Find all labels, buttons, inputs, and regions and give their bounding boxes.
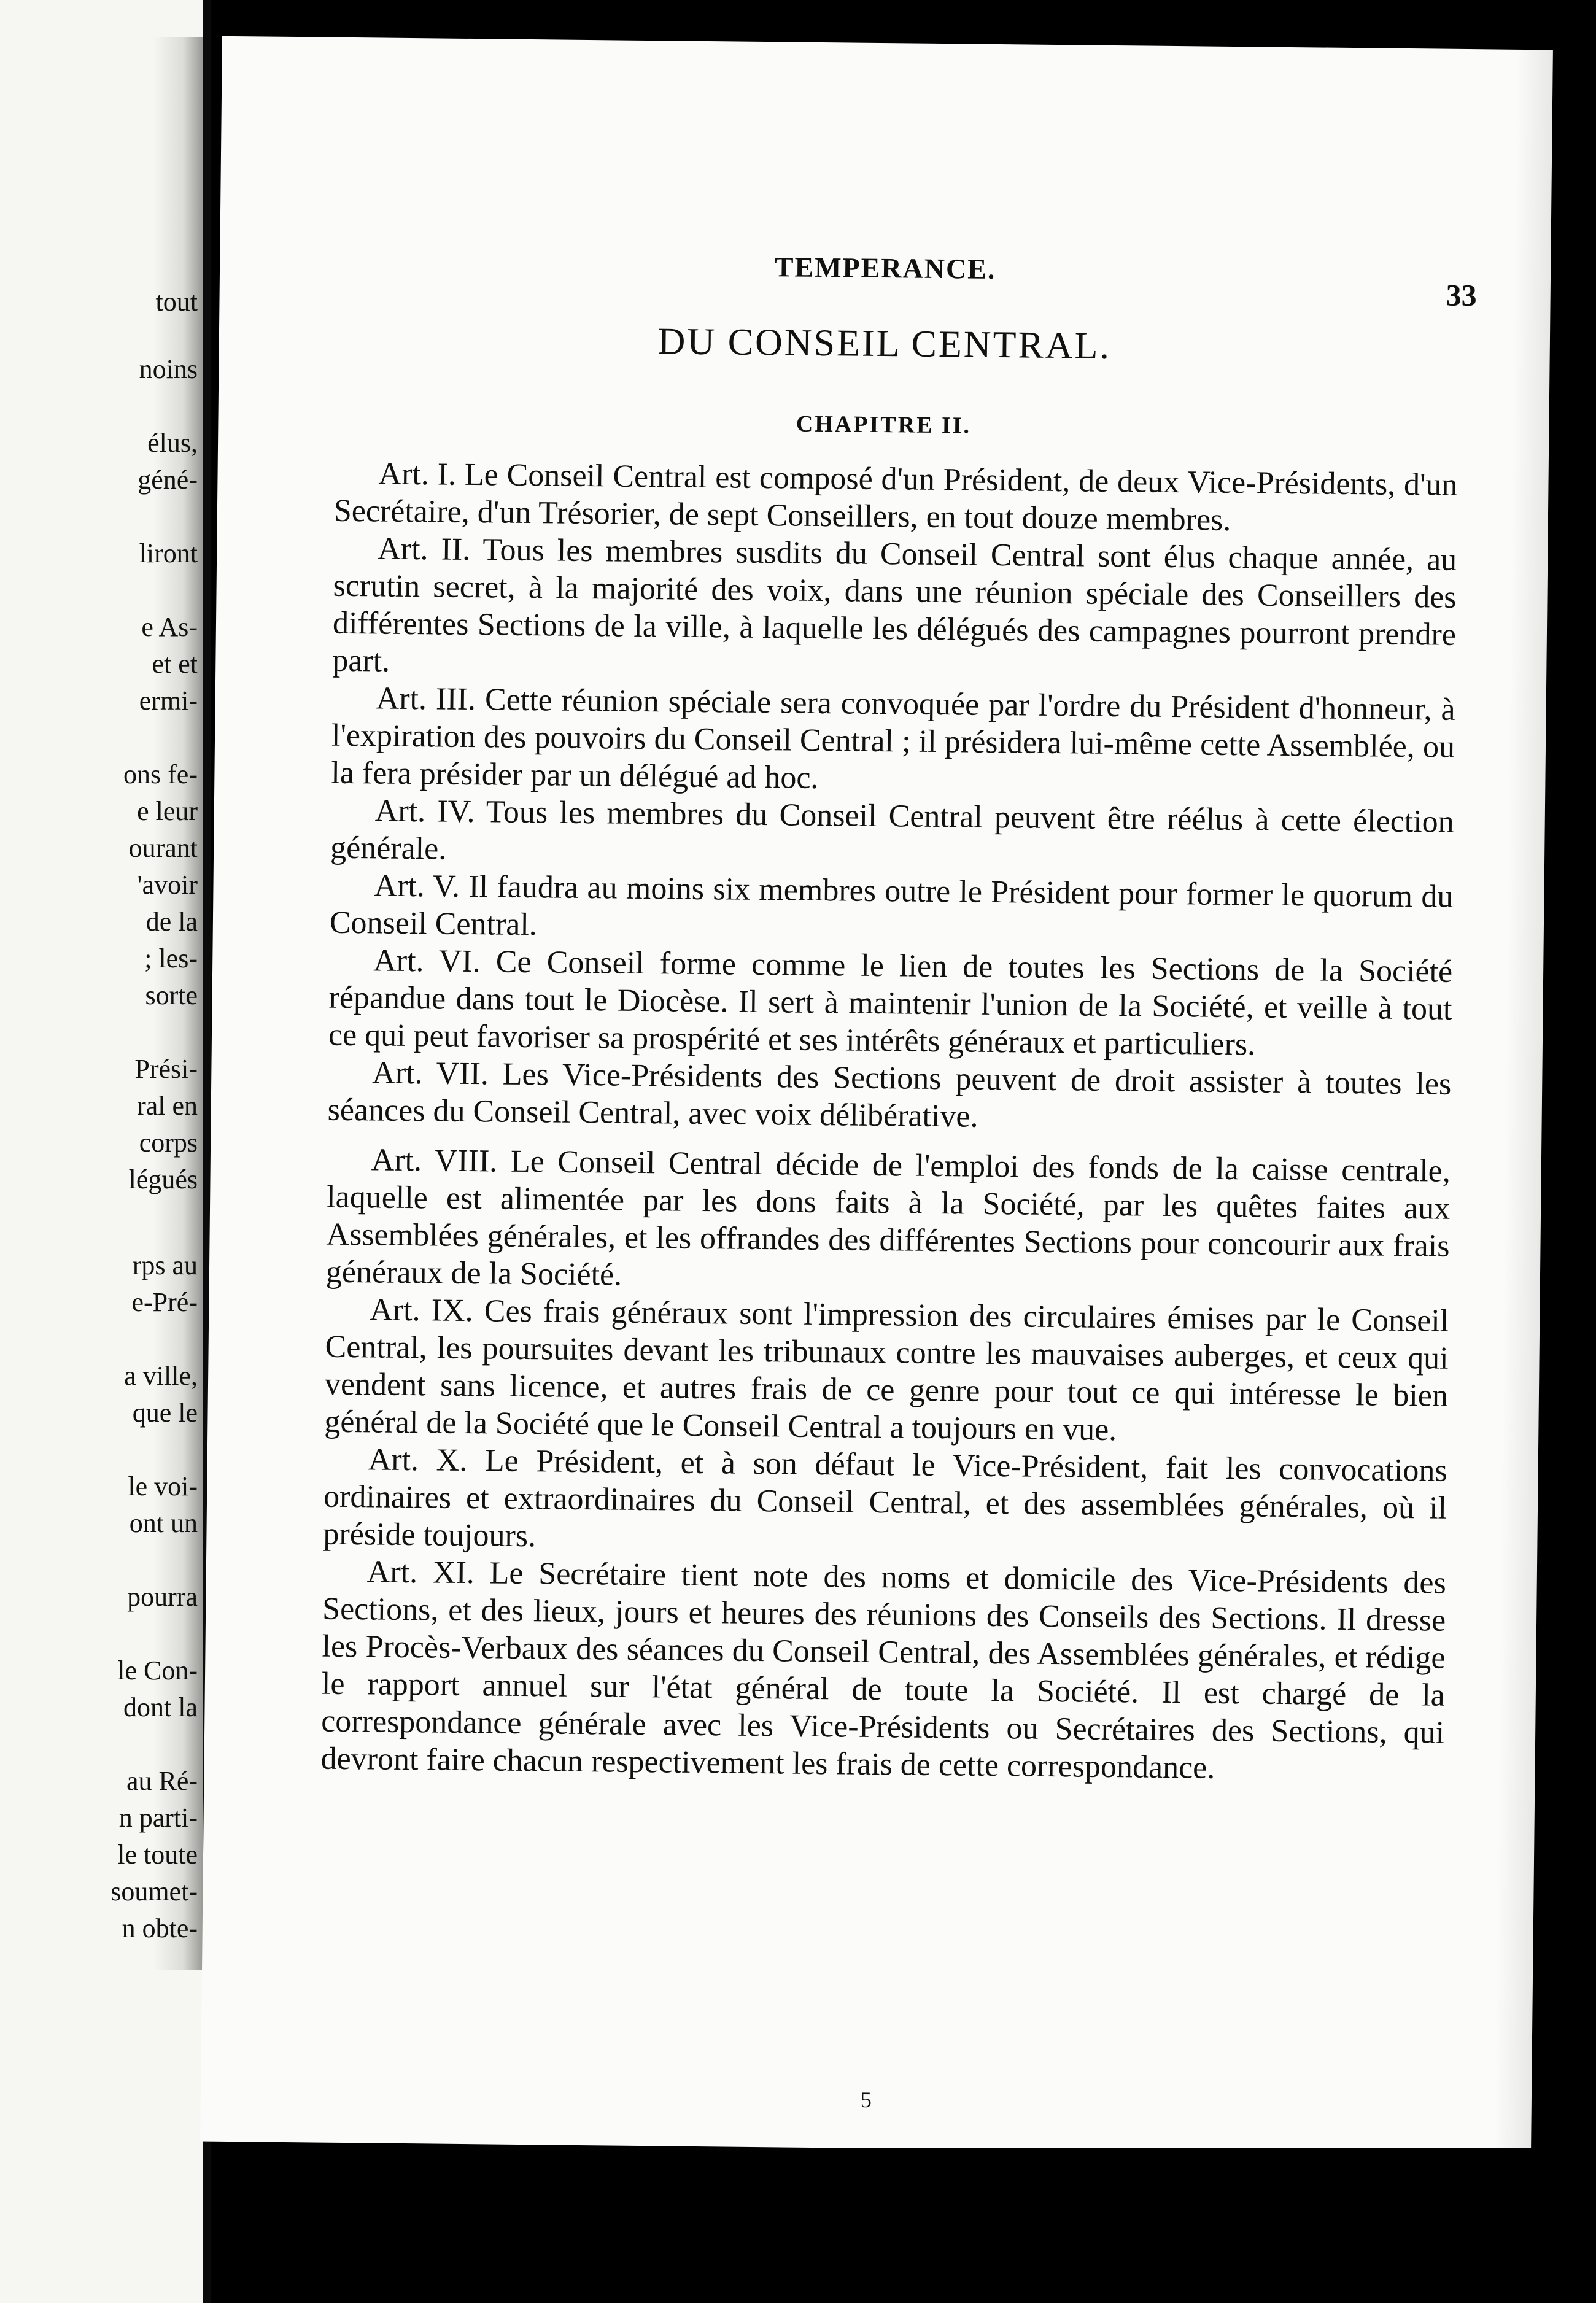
page-number: 33: [1446, 277, 1478, 313]
article-paragraph: [334, 455, 1458, 541]
right-page: [200, 36, 1553, 2156]
article-paragraph: [332, 530, 1457, 691]
article-label: Art. III.: [376, 681, 476, 718]
article-label: Art. I.: [378, 456, 457, 492]
article-label: Art. VII.: [372, 1055, 489, 1092]
article-paragraph: [323, 1441, 1447, 1565]
article-text: Le Président, et à son défaut le Vice-Président, fait les convocations ordinaires et extraordinaires du Conseil Central, et des assemblées générales, où il préside toujours.: [323, 1443, 1447, 1554]
article-paragraph: [330, 867, 1454, 953]
article-paragraph: [324, 1291, 1449, 1452]
article-label: Art. IX.: [370, 1292, 473, 1329]
article-text: Ce Conseil forme comme le lien de toutes les Sections de la Société répandue dans tout le Diocèse. Il sert à maintenir l'union de la Société, et veille à tout ce qui peut favoriser sa prospérité et ses intérêts généraux et particuliers.: [328, 944, 1453, 1062]
left-page-line: dont la: [123, 1692, 198, 1722]
signature-mark: 5: [860, 2087, 872, 2113]
left-page-fragment: [0, 0, 203, 2303]
left-page-line: et et: [152, 649, 198, 679]
article-paragraph: [331, 679, 1455, 803]
left-page-line: soumet-: [110, 1876, 198, 1906]
left-page-line: n parti-: [118, 1803, 198, 1833]
article-paragraph: [320, 1553, 1446, 1789]
article-text: Le Conseil Central décide de l'emploi des fonds de la caisse centrale, laquelle est alimentée par les dons faits à la Société, par les quêtes faites aux Assemblées générales, et les offrandes des différentes Sections pour concourir aux frais généraux de la Société.: [325, 1144, 1451, 1293]
article-label: Art. VI.: [373, 943, 481, 980]
left-page-line: e-Pré-: [131, 1287, 198, 1317]
left-page-line: liront: [139, 538, 198, 568]
left-page-line: que le: [132, 1398, 198, 1428]
left-page-line: 'avoir: [137, 870, 198, 900]
left-page-line: e As-: [141, 612, 198, 642]
article-paragraph: [327, 1054, 1451, 1140]
left-page-line: ourant: [128, 833, 198, 863]
left-page-line: le toute: [117, 1840, 198, 1870]
article-text: Tous les membres susdits du Conseil Central sont élus chaque année, au scrutin secret, à la majorité des voix, dans une réunion spéciale des Conseillers des différentes Sections de la ville, à laquelle les délégués des campagnes pourront prendre part.: [332, 532, 1457, 679]
left-page-line: n obte-: [122, 1913, 198, 1943]
article-text: Les Vice-Présidents des Sections peuvent de droit assister à toutes les séances du Conseil Central, avec voix délibérative.: [327, 1056, 1452, 1134]
left-page-line: légués: [128, 1164, 198, 1194]
left-page-line: tout: [155, 287, 198, 317]
left-page-line: pourra: [127, 1582, 198, 1612]
left-page-line: ral en: [137, 1091, 198, 1121]
article-label: Art. VIII.: [371, 1142, 498, 1179]
article-label: Art. XI.: [366, 1554, 475, 1591]
left-page-line: corps: [139, 1128, 198, 1158]
articles-body: [320, 455, 1457, 1789]
article-paragraph: [328, 942, 1453, 1066]
left-page-line: sorte: [145, 980, 198, 1010]
article-paragraph: [326, 1141, 1451, 1302]
left-page-line: e leur: [137, 796, 198, 826]
left-page-line: Prési-: [134, 1054, 198, 1084]
article-text: Il faudra au moins six membres outre le Président pour former le quorum du Conseil Central.: [329, 869, 1454, 943]
running-head: TEMPERANCE.: [774, 251, 996, 285]
left-page-line: ermi-: [139, 686, 198, 716]
chapter-heading: CHAPITRE II.: [796, 411, 972, 439]
left-page-line: le Con-: [117, 1655, 198, 1686]
article-label: Art. IV.: [374, 793, 475, 830]
left-page-line: le voi-: [128, 1471, 198, 1501]
article-text: Tous les membres du Conseil Central peuvent être réélus à cette élection générale.: [330, 794, 1455, 867]
left-page-line: ont un: [129, 1508, 198, 1538]
scan-background: [211, 2148, 1596, 2303]
article-text: Le Secrétaire tient note des noms et domicile des Vice-Présidents des Sections, et des lieux, jours et heures des réunions des Conseils des Sections. Il dresse les Procès-Verbaux des séances du Conseil Central, des Assemblées générales, et rédige le rapport annuel sur l'état général de toute la Société. Il est chargé de la correspondance générale avec les Vice-Présidents ou Secrétaires des Sections, qui devront faire chacun respectivement les frais de cette correspondance.: [320, 1555, 1447, 1786]
article-label: Art. V.: [374, 868, 460, 904]
article-label: Art. II.: [377, 531, 471, 568]
article-text: Cette réunion spéciale sera convoquée par l'ordre du Président d'honneur, à l'expiration des pouvoirs du Conseil Central ; il présidera lui-même cette Assemblée, ou la fera présider par un délégué ad hoc.: [331, 682, 1455, 795]
section-title: DU CONSEIL CENTRAL.: [657, 320, 1112, 367]
left-page-line: ; les-: [144, 943, 198, 973]
left-page-line: au Ré-: [126, 1766, 198, 1796]
article-text: Le Conseil Central est composé d'un Président, de deux Vice-Présidents, d'un Secrétaire, d'un Trésorier, de sept Conseillers, en tout douze membres.: [333, 457, 1458, 538]
left-page-line: géné-: [138, 465, 198, 495]
left-page-line: rps au: [132, 1250, 198, 1280]
left-page-line: de la: [145, 907, 198, 937]
left-page-line: élus,: [147, 428, 198, 458]
article-paragraph: [330, 792, 1454, 878]
article-label: Art. X.: [368, 1442, 468, 1479]
left-page-line: a ville,: [124, 1361, 198, 1391]
article-text: Ces frais généraux sont l'impression des circulaires émises par le Conseil Central, les poursuites devant les tribunaux contre les mauvaises auberges, et ceux qui vendent sans licence, et autres frais de ce genre pour tout ce qui intéresse le bien général de la Société que le Conseil Central a toujours en vue.: [324, 1293, 1449, 1448]
left-page-line: noins: [139, 354, 198, 384]
left-page-line: ons fe-: [123, 759, 198, 789]
